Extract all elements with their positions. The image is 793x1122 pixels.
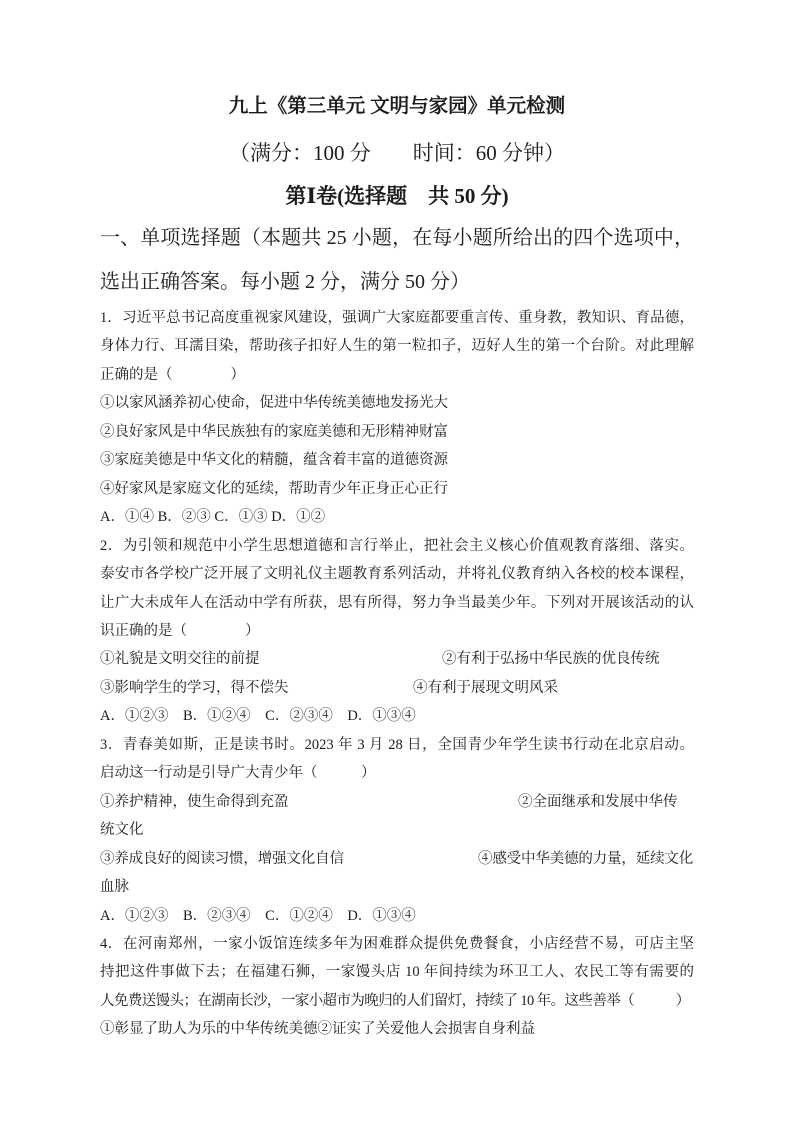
option-continuation-line: 统文化 <box>100 822 144 839</box>
question-2 <box>100 532 694 731</box>
part-heading-line: 选出正确答案。每小题 2 分，满分 50 分） <box>100 271 470 293</box>
question-stem-line: 持把这件事做下去；在福建石狮，一家馒头店 10 年间持续为环卫工人、农民工等有需要的 <box>100 964 694 981</box>
question-stem-line: 泰安市各学校广泛开展了文明礼仪主题教育系列活动，并将礼仪教育纳入各校的校本课程， <box>100 566 694 583</box>
doc-title: 九上《第三单元 文明与家园》单元检测 <box>228 96 566 117</box>
question-3 <box>100 731 694 930</box>
option-right: ②有利于弘扬中华民族的优良传统 <box>442 651 660 668</box>
questions-container <box>100 304 694 1044</box>
option-columns-line <box>100 645 694 673</box>
question-stem-line: 让广大未成年人在活动中学有所获，思有所得，努力争当最美少年。下列对开展该活动的认 <box>100 594 694 611</box>
option-line: ④好家风是家庭文化的延续，帮助青少年正身正心正行 <box>100 480 448 497</box>
option-left: ①礼貌是文明交往的前提 <box>100 651 260 668</box>
question-stem-line: 3．青春美如斯，正是读书时。2023 年 3 月 28 日，全国青少年学生读书行动在北京启动。 <box>100 736 694 753</box>
option-continuation-line: 血脉 <box>100 879 129 896</box>
answer-choices-line: A．①②③ B．①②④ C．②③④ D．①③④ <box>100 708 416 725</box>
question-4 <box>100 930 694 1044</box>
option-columns-line <box>100 788 694 816</box>
question-stem-line: 人免费送馒头；在湖南长沙，一家小超市为晚归的人们留灯，持续了 10 年。这些善举（ ） <box>100 992 690 1009</box>
section-title: 第Ⅰ卷(选择题 共 50 分) <box>285 184 509 208</box>
option-columns-line <box>100 845 694 873</box>
option-left: ①养护精神，使生命得到充盈 <box>100 793 289 810</box>
option-left: ③养成良好的阅读习惯，增强文化自信 <box>100 850 344 867</box>
option-columns-line <box>100 674 694 702</box>
question-stem-line: 身体力行、耳濡目染，帮助孩子扣好人生的第一粒扣子，迈好人生的第一个台阶。对此理解 <box>100 338 694 355</box>
question-stem-line: 2．为引领和规范中小学生思想道德和言行举止，把社会主义核心价值观教育落细、落实。 <box>100 537 694 554</box>
answer-choices-line: A．①②③ B．②③④ C．①②④ D．①③④ <box>100 907 416 924</box>
option-right: ④有利于展现文明风采 <box>413 679 558 696</box>
doc-score-time: （满分：100 分 时间：60 分钟） <box>229 141 565 165</box>
part-heading-line: 一、单项选择题（本题共 25 小题，在每小题所给出的四个选项中， <box>100 227 694 249</box>
option-line: ③家庭美德是中华文化的精髓，蕴含着丰富的道德资源 <box>100 452 448 469</box>
part-heading <box>100 216 694 304</box>
option-right: ②全面继承和发展中华传 <box>518 793 678 810</box>
option-line: ②良好家风是中华民族独有的家庭美德和无形精神财富 <box>100 423 448 440</box>
question-stem-line: 识正确的是（ ） <box>100 622 260 639</box>
option-left: ③影响学生的学习，得不偿失 <box>100 679 289 696</box>
option-right: ④感受中华美德的力量，延续文化 <box>478 850 694 867</box>
question-stem-line: 启动这一行动是引导广大青少年（ ） <box>100 765 376 782</box>
question-stem-line: 4．在河南郑州，一家小饭馆连续多年为困难群众提供免费餐食，小店经营不易，可店主坚 <box>100 935 694 952</box>
option-line: ①彰显了助人为乐的中华传统美德②证实了关爱他人会损害自身利益 <box>100 1021 535 1038</box>
answer-choices-line: A．①④ B．②③ C．①③ D．①② <box>100 509 326 526</box>
question-stem-line: 正确的是（ ） <box>100 366 245 383</box>
question-stem-line: 1．习近平总书记高度重视家风建设，强调广大家庭都要重言传、重身教，教知识、育品德， <box>100 310 694 326</box>
question-1 <box>100 304 694 532</box>
option-line: ①以家风涵养初心使命，促进中华传统美德地发扬光大 <box>100 395 448 412</box>
